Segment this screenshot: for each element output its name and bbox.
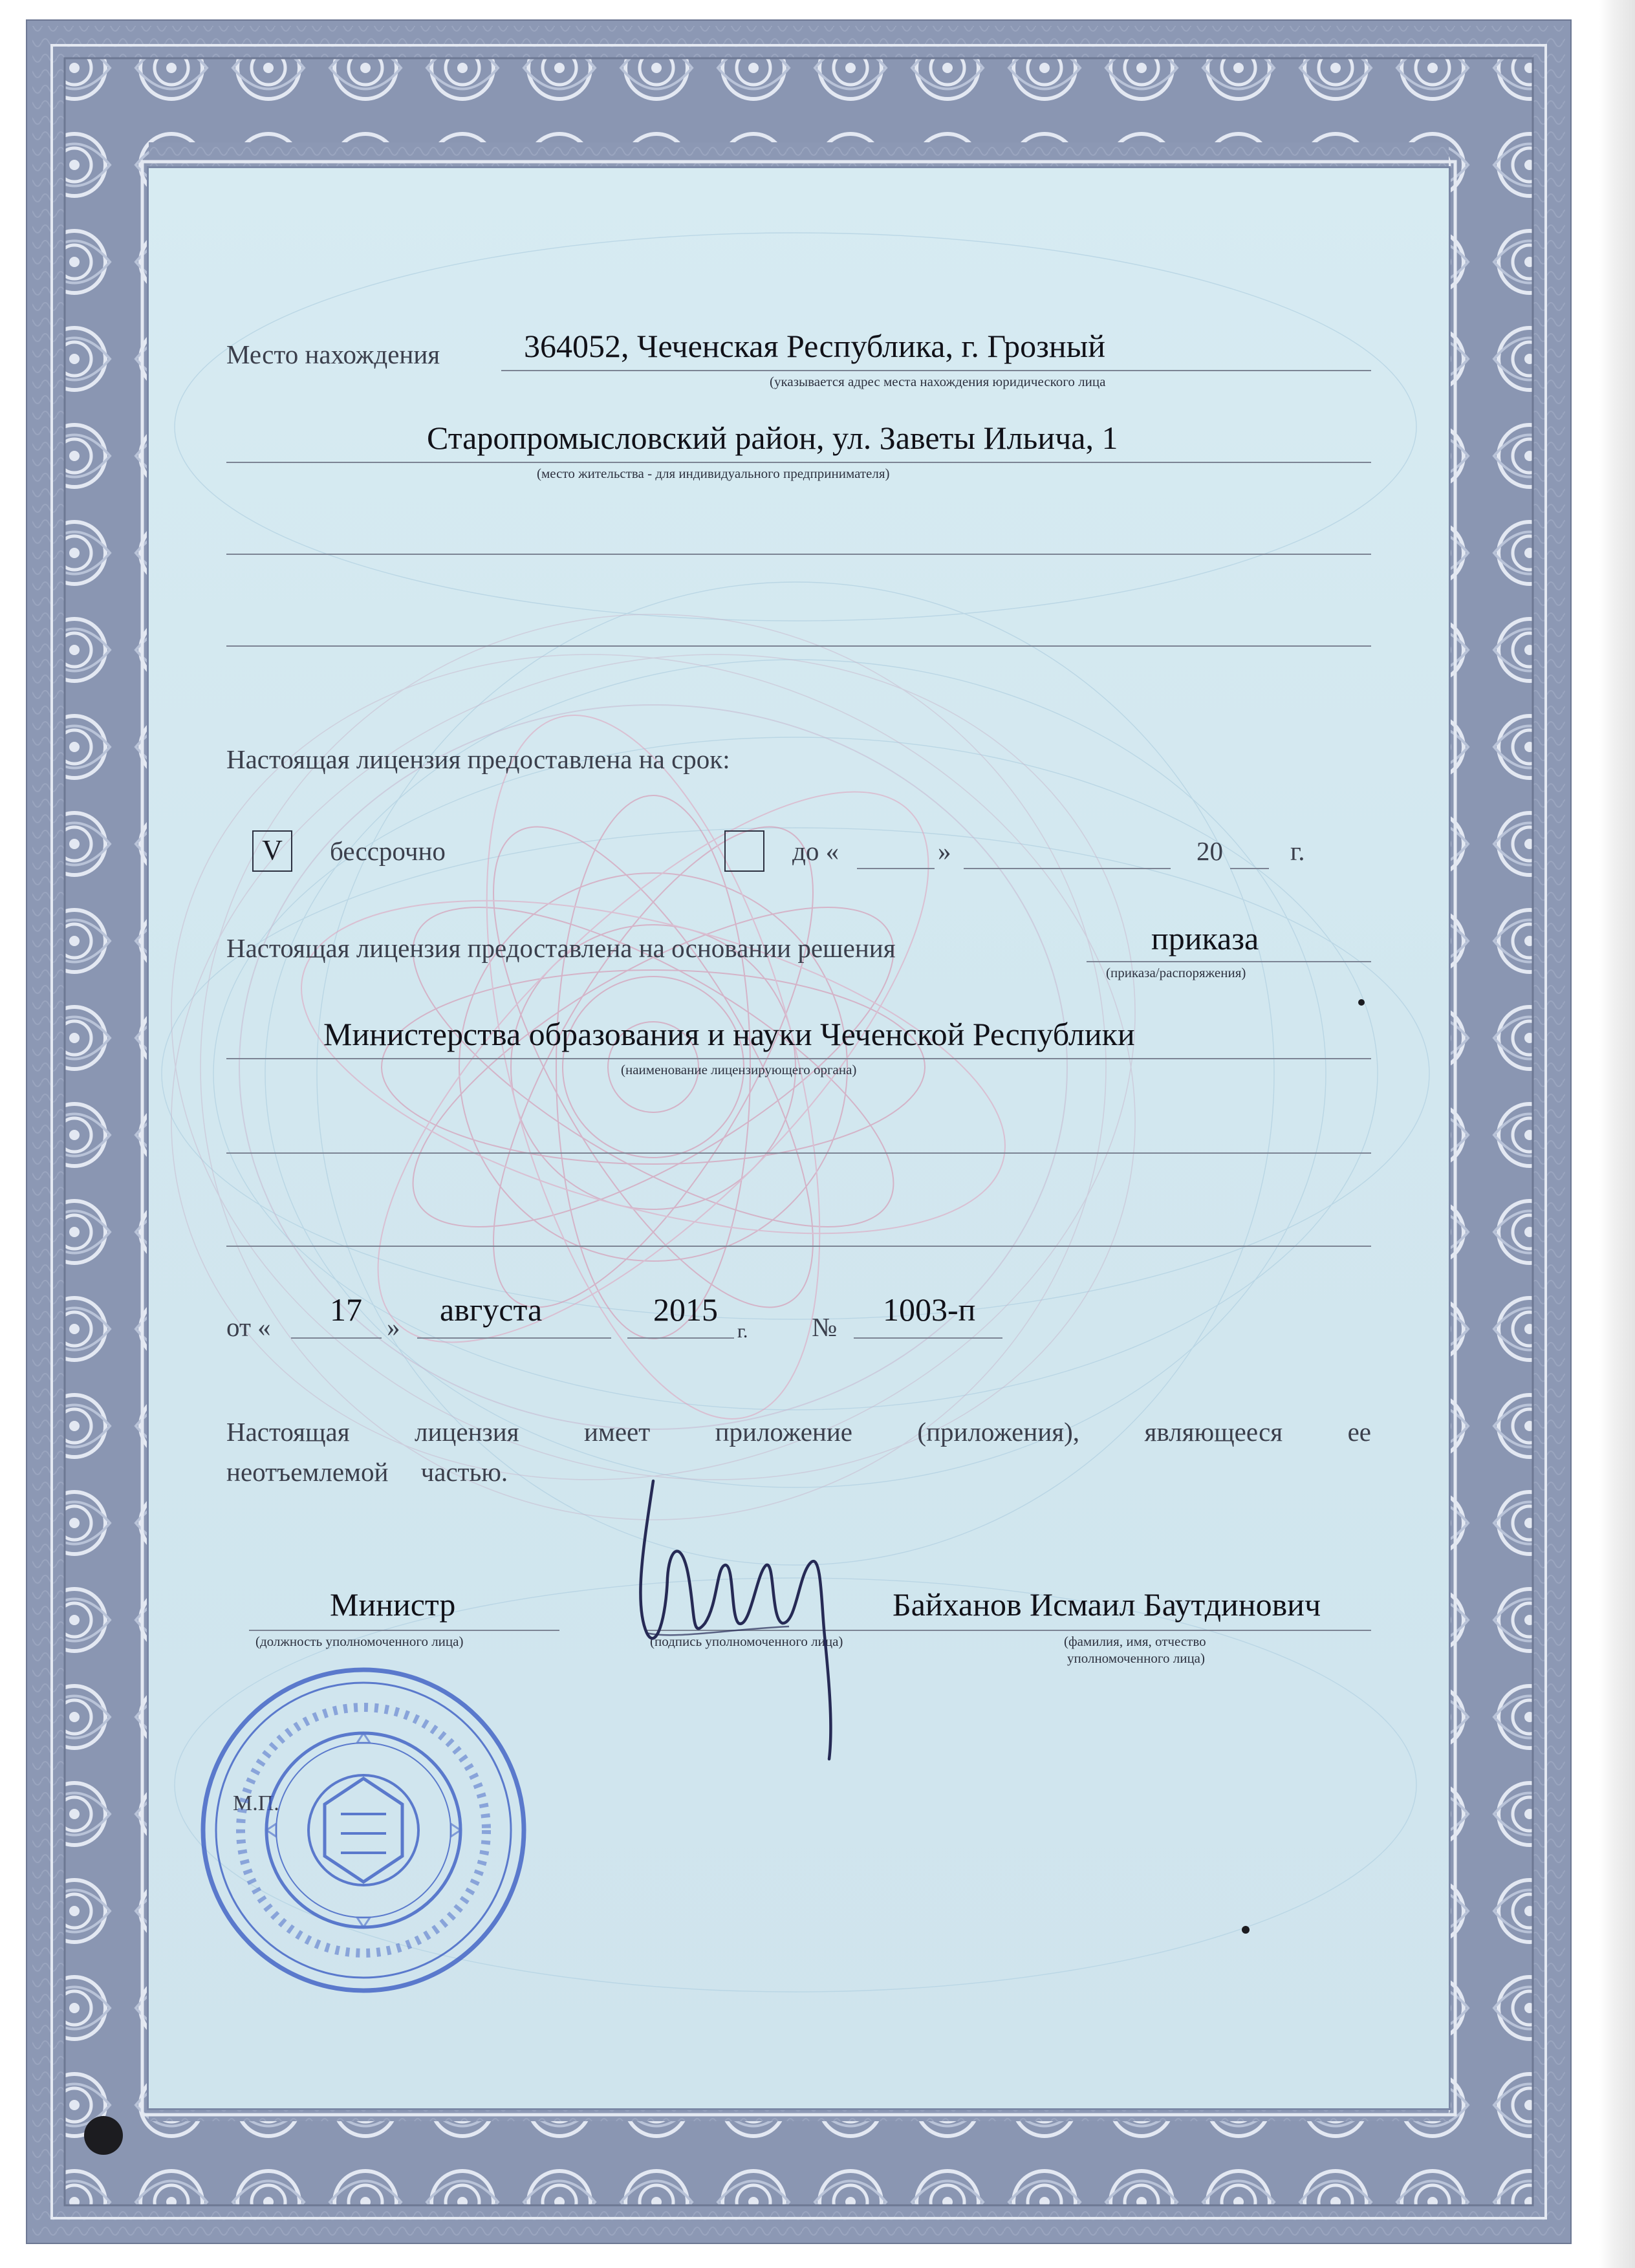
decree-month-rule [417,1337,611,1339]
scan-edge [1599,0,1635,2268]
organ-hint: (наименование лицензирующего органа) [621,1062,857,1077]
appendix-word: лицензия [415,1417,519,1447]
appendix-word: приложение [715,1417,852,1447]
signature-hint: (подпись уполномоченного лица) [650,1634,843,1649]
basis-rule [1087,961,1371,962]
organ-rule-1 [226,1058,1371,1059]
address-rule-3 [226,554,1371,555]
until-month-rule [964,868,1171,869]
name-hint-2: уполномоченного лица) [1067,1650,1205,1666]
official-seal-icon [195,1662,532,1998]
indefinite-label: бессрочно [330,836,446,866]
organ-rule-3 [226,1246,1371,1247]
license-page [26,19,1572,2244]
until-day-rule [857,868,935,869]
punch-hole-icon [84,2116,123,2155]
decree-year: 2015 [653,1291,718,1328]
decree-year-suffix: г. [737,1321,748,1342]
appendix-word: Настоящая [226,1417,350,1447]
address-hint-2: (место жительства - для индивидуального предпринимателя) [537,466,890,481]
basis-hint: (приказа/распоряжения) [1106,965,1246,980]
handwritten-signature-icon [627,1468,931,1766]
basis-label: Настоящая лицензия предоставлена на основании решения [226,933,896,963]
decree-day: 17 [330,1291,362,1328]
licensing-organ: Министерства образования и науки Чеченской Республики [323,1016,1135,1052]
ink-speck [1242,1926,1250,1934]
stamp-label: М.П. [233,1791,279,1815]
until-year-prefix: 20 [1196,836,1223,866]
signatory-name: Байханов Исмаил Баутдинович [893,1586,1321,1623]
signatory-position: Министр [330,1586,456,1623]
name-hint-1: (фамилия, имя, отчество [1064,1634,1206,1649]
decree-number-sign: № [812,1312,838,1342]
address-line-1: 364052, Чеченская Республика, г. Грозный [524,328,1105,364]
appendix-line-2 [226,1456,508,1487]
until-checkbox[interactable] [724,830,764,872]
appendix-word: являющееся [1144,1417,1283,1447]
appendix-word: неотъемлемой [226,1457,389,1487]
address-label: Место нахождения [226,340,440,369]
appendix-word: имеет [583,1417,651,1447]
decree-number-rule [854,1337,1002,1339]
until-prefix: до « [792,836,839,866]
appendix-word: ее [1347,1417,1371,1447]
address-rule-1 [501,370,1371,371]
name-rule [896,1630,1371,1631]
decree-year-rule [627,1337,734,1339]
appendix-word: частью. [420,1457,508,1487]
term-label: Настоящая лицензия предоставлена на срок: [226,744,730,774]
position-rule [249,1630,559,1631]
ink-speck [1358,999,1365,1006]
address-rule-2 [226,462,1371,463]
until-year-suffix: г. [1290,836,1305,866]
decree-day-rule [291,1337,382,1339]
basis-value: приказа [1151,920,1259,956]
decree-number: 1003-п [883,1291,976,1328]
indefinite-checkbox[interactable]: V [252,830,292,872]
decree-month: августа [440,1291,543,1328]
address-hint-1: (указывается адрес места нахождения юридического лица [770,374,1106,389]
until-year-rule [1230,868,1269,869]
appendix-word: (приложения), [917,1417,1080,1447]
address-line-2: Старопромысловский район, ул. Заветы Ильича, 1 [427,420,1118,456]
decree-quote-close: » [387,1312,400,1342]
organ-rule-2 [226,1152,1371,1154]
address-rule-4 [226,645,1371,647]
decree-from-prefix: от « [226,1312,271,1342]
position-hint: (должность уполномоченного лица) [255,1634,464,1649]
appendix-line-1 [226,1416,1371,1447]
until-quote-close: » [938,836,951,866]
